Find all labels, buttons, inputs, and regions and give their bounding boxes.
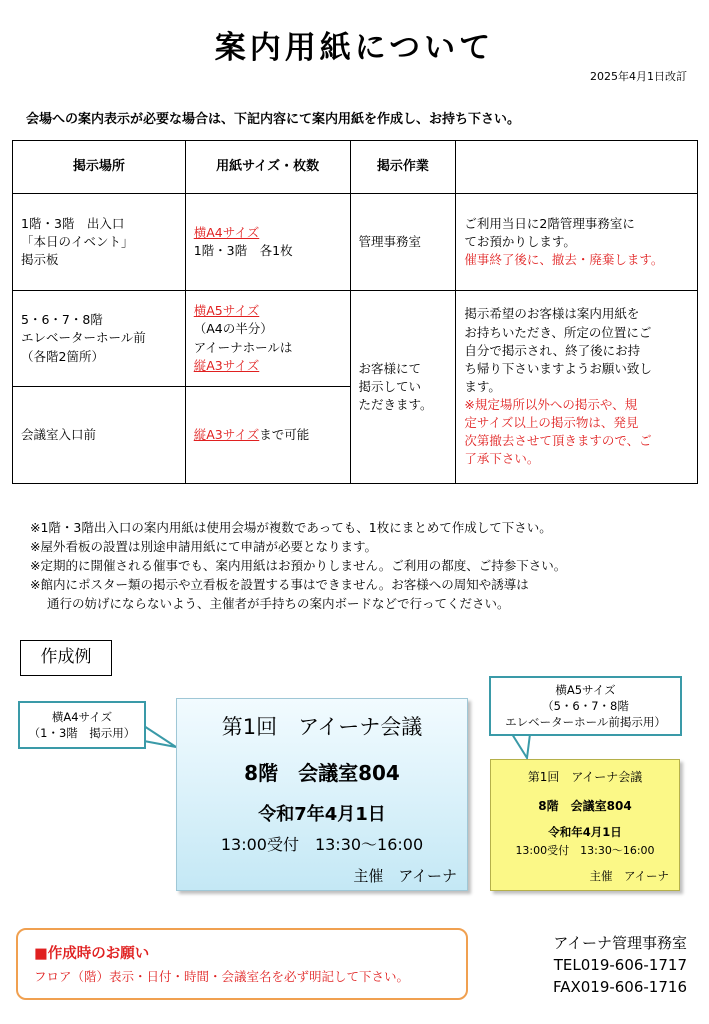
office-name: アイーナ管理事務室 (553, 934, 687, 952)
row1-work: 管理事務室 (350, 194, 456, 291)
office-tel: TEL019-606-1717 (553, 956, 687, 974)
sample-host-small: 主催 アイーナ (589, 869, 669, 883)
sample-a5-sign (490, 759, 680, 891)
header-work: 掲示作業 (350, 141, 456, 194)
row2-place: 5・6・7・8階 エレベーターホール前 （各階2箇所） (13, 291, 186, 387)
row2-work: お客様にて 掲示してい ただきます。 (350, 291, 456, 484)
header-blank (456, 141, 698, 194)
row3-size: 縦A3サイズまで可能 (185, 387, 350, 484)
intro-text: 会場への案内表示が必要な場合は、下記内容にて案内用紙を作成し、お持ち下さい。 (26, 112, 521, 127)
row2-size: 横A5サイズ （A4の半分） アイーナホールは 縦A3サイズ (185, 291, 350, 387)
sample-event-small: 第1回 アイーナ会議 (527, 770, 643, 784)
office-fax: FAX019-606-1716 (552, 978, 687, 996)
header-size: 用紙サイズ・枚数 (185, 141, 350, 194)
callout-right-pointer (512, 734, 530, 758)
sample-date-small: 令和年4月1日 (548, 825, 622, 839)
callout-a5: 横A5サイズ （5・6・7・8階 エレベーターホール前掲示用） (489, 676, 682, 736)
revision-date: 2025年4月1日改訂 (590, 70, 687, 83)
callout-left-pointer (144, 726, 176, 747)
page-title: 案内用紙について (214, 30, 495, 66)
note-item: ※定期的に開催される催事でも、案内用紙はお預かりしません。ご利用の都度、ご持参下さい。 (30, 558, 567, 573)
callout-a4: 横A4サイズ （1・3階 掲示用） (18, 701, 146, 749)
sample-date: 令和7年4月1日 (258, 804, 386, 825)
note-item: ※1階・3階出入口の案内用紙は使用会場が複数であっても、1枚にまとめて作成して下さい。 (30, 520, 552, 535)
row2-note: 掲示希望のお客様は案内用紙を お持ちいただき、所定の位置にご 自分で掲示され、終了後にお持 ち帰り下さいますようお願い致し ます。 ※規定場所以外への掲示や、規 定サイズ以上の掲示物は、発見 次第撤去させて頂きますので、ご 了承下さい。 (456, 291, 698, 484)
row1-size: 横A4サイズ 1階・3階 各1枚 (185, 194, 350, 291)
note-item: ※屋外看板の設置は別途申請用紙にて申請が必要となります。 (30, 539, 377, 554)
table-row (13, 194, 698, 291)
row1-note: ご利用当日に2階管理事務室に てお預かりします。 催事終了後に、撤去・廃棄します。 (456, 194, 698, 291)
row3-place: 会議室入口前 (13, 387, 186, 484)
request-text: フロア（階）表示・日付・時間・会議室名を必ず明記して下さい。 (34, 969, 410, 984)
sample-room: 8階 会議室804 (244, 761, 400, 785)
note-item: ※館内にポスター類の掲示や立看板を設置する事はできません。お客様への周知や誘導は (30, 577, 529, 592)
row1-place: 1階・3階 出入口 「本日のイベント」 掲示板 (13, 194, 186, 291)
note-item: 通行の妨げにならないよう、主催者が手持ちの案内ボードなどで行ってください。 (47, 596, 510, 611)
sample-room-small: 8階 会議室804 (538, 799, 632, 813)
header-place: 掲示場所 (13, 141, 186, 194)
table-header-row (13, 141, 698, 194)
sample-a4-sign (176, 698, 468, 891)
sample-time: 13:00受付 13:30〜16:00 (220, 835, 424, 854)
request-box (16, 928, 468, 1000)
table-row (13, 291, 698, 387)
sample-host: 主催 アイーナ (353, 867, 457, 885)
example-label: 作成例 (20, 640, 112, 676)
info-table (12, 140, 698, 484)
request-title: ■作成時のお願い (34, 946, 150, 962)
notes-list (30, 518, 566, 613)
sample-time-small: 13:00受付 13:30〜16:00 (515, 844, 655, 857)
sample-event: 第1回 アイーナ会議 (221, 715, 423, 739)
office-contact (553, 932, 687, 998)
